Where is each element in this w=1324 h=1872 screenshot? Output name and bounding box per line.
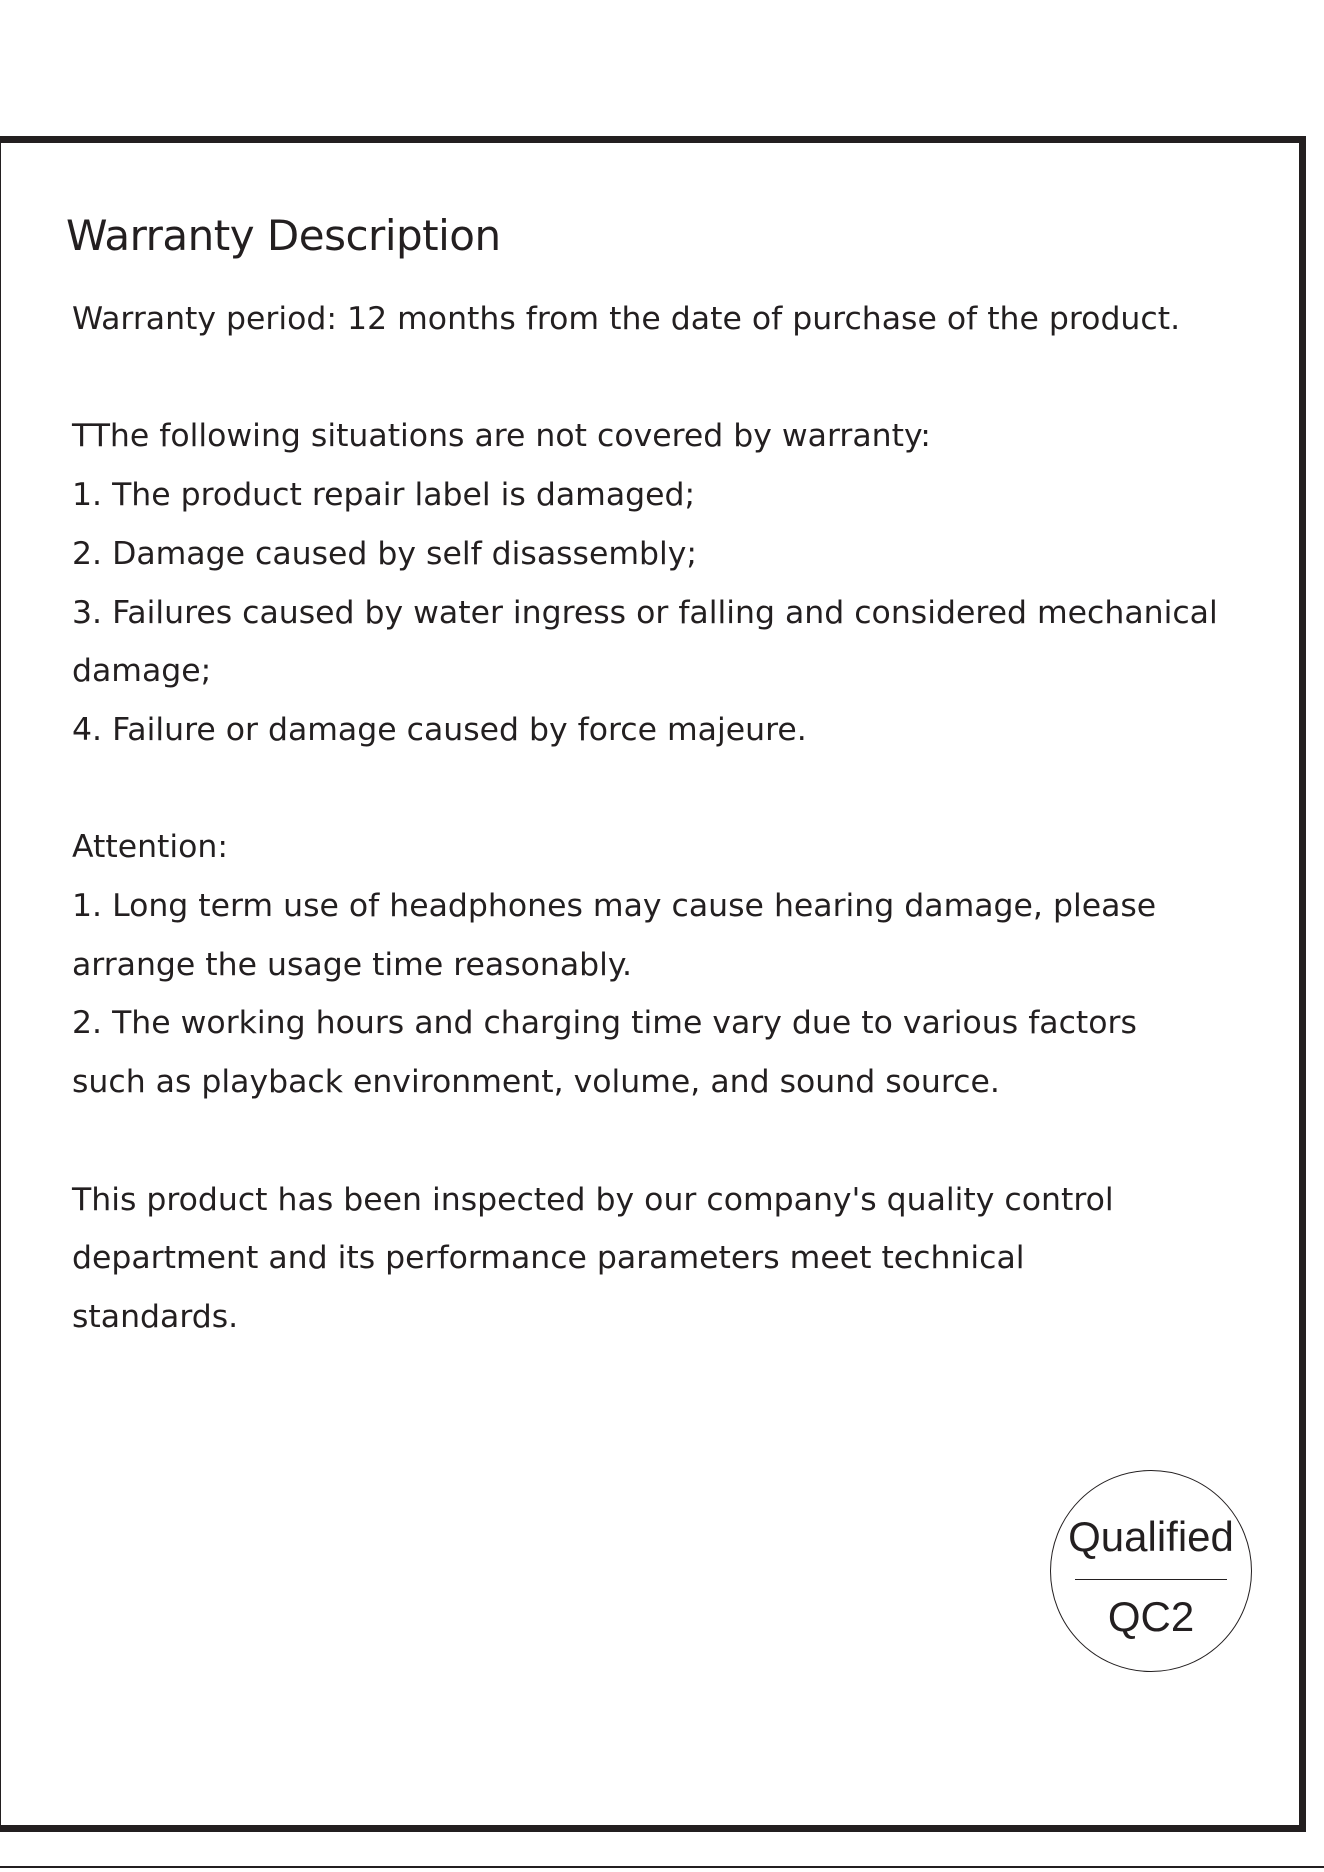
inspection-statement-continued: standards.: [72, 1298, 239, 1335]
attention-item: 1. Long term use of headphones may cause hearing damage, please: [72, 888, 1157, 924]
exclusion-item: 1. The product repair label is damaged;: [72, 477, 696, 514]
attention-heading: Attention:: [72, 829, 228, 866]
seal-qualified-text: Qualified: [1068, 1513, 1234, 1560]
spacer-line: [72, 349, 1218, 408]
exclusion-item: 3. Failures caused by water ingress or falling and considered mechanical: [72, 594, 1218, 631]
attention-item: 2. The working hours and charging time vary due to various factors: [72, 1005, 1137, 1042]
warranty-body: [72, 290, 1218, 1347]
spacer-line: [72, 760, 1218, 819]
warranty-title: Warranty Description: [66, 211, 501, 260]
exclusion-item: 4. Failure or damage caused by force majeure.: [72, 711, 807, 748]
attention-item-continued: arrange the usage time reasonably.: [72, 946, 633, 983]
page-bottom-edge: [0, 1866, 1324, 1868]
seal-divider: [1075, 1579, 1227, 1580]
spacer-line: [72, 1112, 1218, 1171]
inspection-statement-continued: department and its performance parameters meet technical: [72, 1240, 1025, 1277]
exclusion-item: 2. Damage caused by self disassembly;: [72, 535, 698, 572]
seal-code-text: QC2: [1107, 1593, 1195, 1640]
qc-seal-stamp: [1050, 1470, 1252, 1672]
exclusions-heading: TThe following situations are not covered by warranty:: [72, 418, 931, 455]
warranty-period-line: Warranty period: 12 months from the date of purchase of the product.: [72, 301, 1181, 337]
inspection-statement: This product has been inspected by our company's quality control: [72, 1181, 1114, 1218]
exclusion-item-continued: damage;: [72, 653, 212, 690]
attention-item-continued: such as playback environment, volume, and sound source.: [72, 1064, 1000, 1101]
